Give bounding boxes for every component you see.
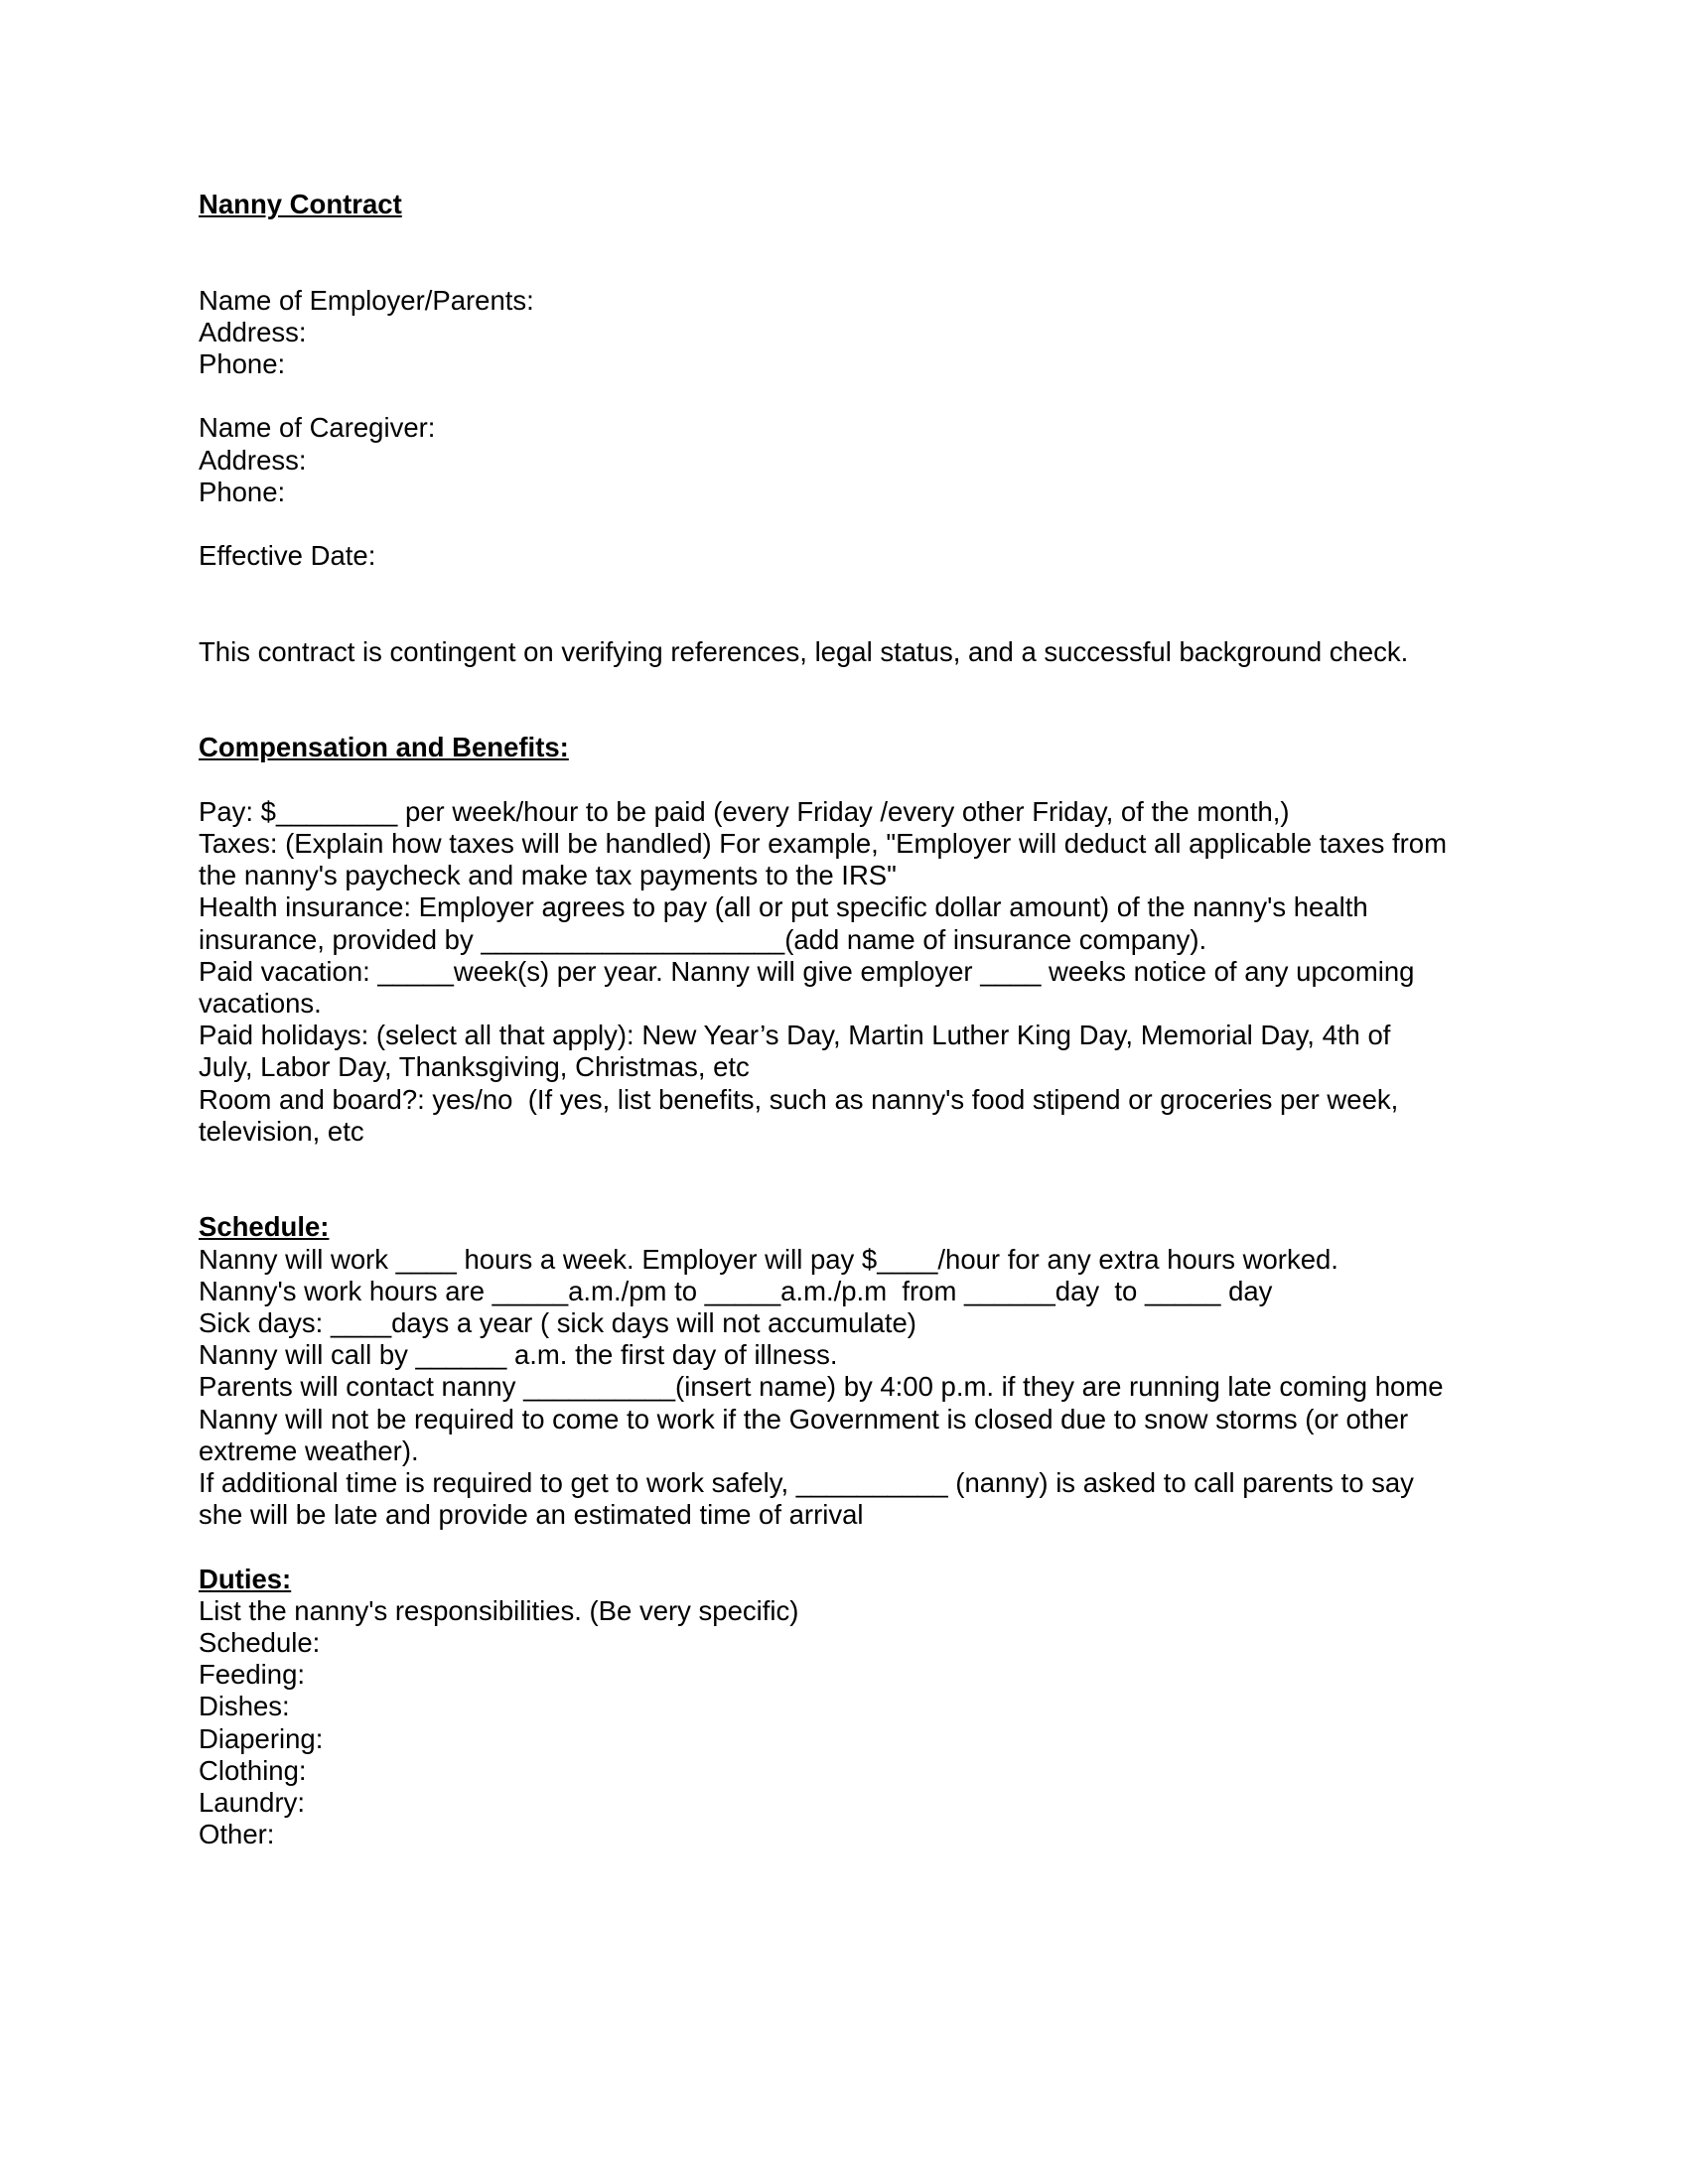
employer-name-label: Name of Employer/Parents:: [199, 284, 534, 316]
schedule-sick-days-line: Sick days: ____days a year ( sick days will not accumulate): [199, 1307, 916, 1338]
compensation-taxes-line: Taxes: (Explain how taxes will be handled) For example, "Employer will deduct all applicable taxes from the nanny's paycheck and make tax payments to the IRS": [199, 827, 1455, 891]
schedule-parents-contact-line: Parents will contact nanny __________(insert name) by 4:00 p.m. if they are running late coming home: [199, 1371, 1444, 1403]
spacer: [199, 380, 1450, 412]
compensation-paid-vacation-line: Paid vacation: _____week(s) per year. Nanny will give employer ____ weeks notice of any upcoming vacations.: [199, 955, 1423, 1019]
schedule-snow-storm-line: Nanny will not be required to come to work if the Government is closed due to snow storms (or other extreme weather).: [199, 1403, 1416, 1466]
employer-address-label: Address:: [199, 316, 307, 347]
schedule-illness-call-line: Nanny will call by ______ a.m. the first day of illness.: [199, 1339, 838, 1371]
spacer: [199, 1148, 1450, 1211]
duties-feeding-label: Feeding:: [199, 1659, 306, 1691]
spacer: [199, 572, 1450, 635]
section-heading-schedule: Schedule:: [199, 1211, 330, 1243]
schedule-work-hours-line: Nanny's work hours are _____a.m./pm to _____a.m./p.m from ______day to _____ day: [199, 1275, 1273, 1306]
spacer: [199, 764, 1450, 796]
duties-dishes-label: Dishes:: [199, 1691, 290, 1722]
duties-intro-line: List the nanny's responsibilities. (Be very specific): [199, 1594, 799, 1626]
spacer: [199, 220, 1450, 284]
section-heading-duties: Duties:: [199, 1563, 292, 1594]
compensation-pay-line: Pay: $________ per week/hour to be paid (every Friday /every other Friday, of the month,): [199, 795, 1290, 827]
compensation-room-and-board-line: Room and board?: yes/no (If yes, list benefits, such as nanny's food stipend or groceries per week, television, etc: [199, 1083, 1406, 1147]
section-heading-compensation: Compensation and Benefits:: [199, 732, 569, 763]
spacer: [199, 508, 1450, 540]
spacer: [199, 1531, 1450, 1563]
spacer: [199, 668, 1450, 732]
duties-other-label: Other:: [199, 1819, 275, 1850]
caregiver-phone-label: Phone:: [199, 476, 286, 507]
duties-schedule-label: Schedule:: [199, 1627, 321, 1659]
duties-laundry-label: Laundry:: [199, 1787, 306, 1819]
compensation-paid-holidays-line: Paid holidays: (select all that apply): New Year’s Day, Martin Luther King Day, Memorial Day, 4th of July, Labor Day, Thanksgiving, Christmas, etc: [199, 1020, 1399, 1083]
schedule-hours-line: Nanny will work ____ hours a week. Employer will pay $____/hour for any extra hours worked.: [199, 1243, 1338, 1275]
schedule-additional-time-line: If additional time is required to get to work safely, __________ (nanny) is asked to call parents to say she will be late and provide an estimated time of arrival: [199, 1467, 1422, 1531]
duties-diapering-label: Diapering:: [199, 1722, 324, 1754]
caregiver-address-label: Address:: [199, 444, 307, 476]
employer-phone-label: Phone:: [199, 348, 286, 379]
compensation-health-insurance-line: Health insurance: Employer agrees to pay (all or put specific dollar amount) of the nanny's health insurance, provided by ____________________(add name of insurance company).: [199, 891, 1376, 955]
duties-clothing-label: Clothing:: [199, 1754, 307, 1786]
effective-date-label: Effective Date:: [199, 540, 376, 572]
contingency-statement: This contract is contingent on verifying references, legal status, and a successful background check.: [199, 635, 1409, 667]
document-body: [199, 189, 1455, 1850]
page-title: Nanny Contract: [199, 189, 402, 219]
caregiver-name-label: Name of Caregiver:: [199, 412, 436, 444]
